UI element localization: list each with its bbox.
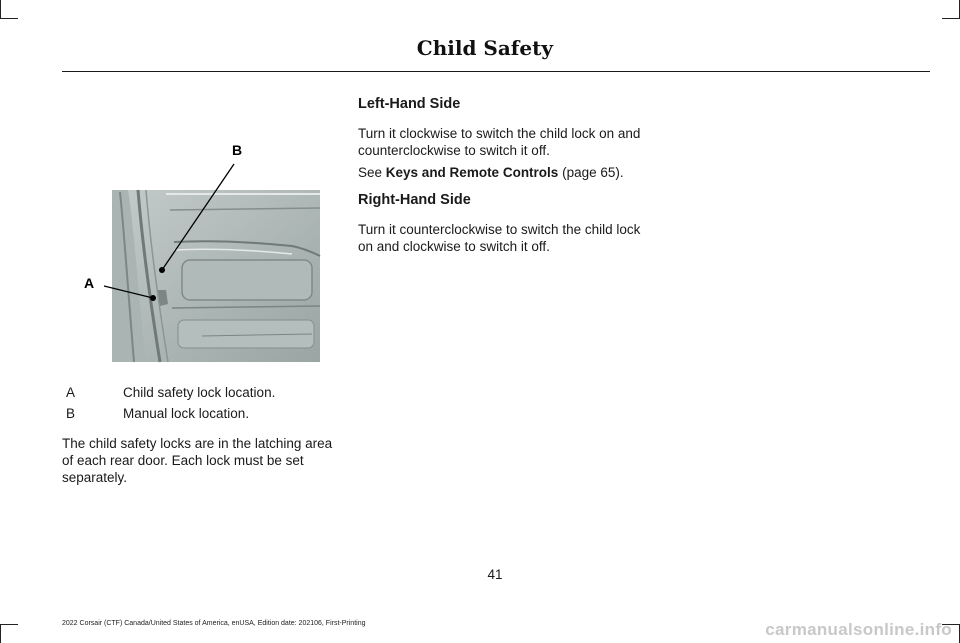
legend-text: Child safety lock location. <box>123 385 276 400</box>
watermark: carmanualsonline.info <box>765 620 952 639</box>
right-hand-heading: Right-Hand Side <box>358 192 471 208</box>
left-hand-heading: Left-Hand Side <box>358 96 461 112</box>
see-reference <box>358 164 658 181</box>
page-number: 41 <box>487 567 503 582</box>
crop-mark <box>0 0 1 18</box>
crop-mark <box>0 18 18 19</box>
see-suffix: (page 65). <box>558 165 624 180</box>
callout-b: B <box>232 142 243 158</box>
see-prefix: See <box>358 165 386 180</box>
intro-paragraph: The child safety locks are in the latching area of each rear door. Each lock must be set separately. <box>62 436 333 485</box>
left-hand-paragraph: Turn it clockwise to switch the child lock on and counterclockwise to switch it off. <box>358 126 641 158</box>
crop-mark <box>0 624 18 625</box>
legend-text: Manual lock location. <box>123 406 250 421</box>
edition-footer: 2022 Corsair (CTF) Canada/United States of America, enUSA, Edition date: 202106, First-Printing <box>62 620 366 627</box>
crop-mark <box>942 18 960 19</box>
door-latch-illustration <box>62 130 330 370</box>
crop-mark <box>0 625 1 643</box>
keys-remote-controls-link[interactable]: Keys and Remote Controls <box>385 165 559 180</box>
header-rule <box>62 71 930 72</box>
callout-a: A <box>84 275 95 291</box>
legend-key: B <box>66 406 76 421</box>
legend-row-b <box>66 406 249 421</box>
legend-key: A <box>66 385 76 400</box>
page-title: Child Safety <box>416 36 553 60</box>
right-hand-paragraph: Turn it counterclockwise to switch the child lock on and clockwise to switch it off. <box>358 222 641 254</box>
legend-row-a <box>66 385 275 400</box>
